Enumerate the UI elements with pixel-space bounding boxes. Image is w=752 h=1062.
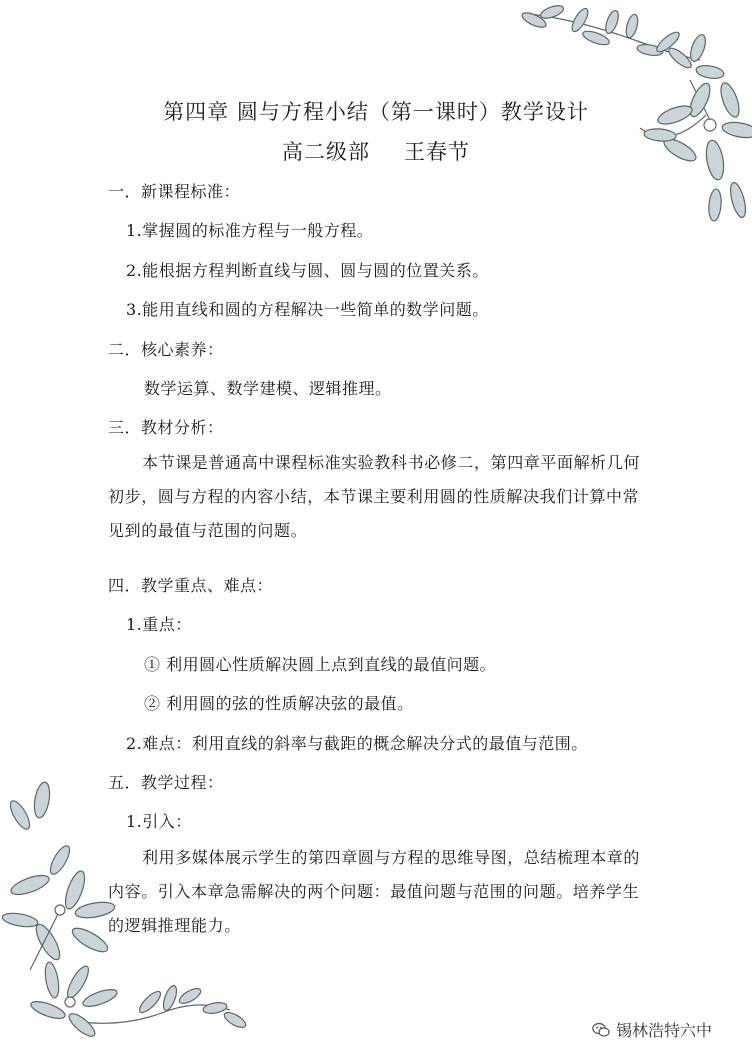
standard-item: 2.能根据方程判断直线与圆、圆与圆的位置关系。 <box>126 261 489 280</box>
section-heading-analysis: 三．教材分析： <box>108 418 224 437</box>
analysis-paragraph: 本节课是普通高中课程标准实验教科书必修二，第四章平面解析几何初步，圆与方程的内容小结，本节课主要利用圆的性质解决我们计算中常见到的最值与范围的问题。 <box>108 453 641 540</box>
document-title: 第四章 圆与方程小结（第一课时）教学设计 <box>163 100 589 124</box>
watermark-text: 锡林浩特六中 <box>616 1021 713 1040</box>
wechat-icon <box>592 1022 610 1038</box>
key-point-item: ① 利用圆心性质解决圆上点到直线的最值问题。 <box>144 655 497 674</box>
intro-label: 1.引入： <box>126 812 192 831</box>
section-heading-literacy: 二．核心素养： <box>108 340 224 359</box>
watermark <box>592 1018 712 1041</box>
section-heading-standards: 一．新课程标准： <box>108 182 241 201</box>
author-line <box>0 136 752 166</box>
intro-paragraph: 利用多媒体展示学生的第四章圆与方程的思维导图，总结梳理本章的内容。引入本章急需解决的两个问题：最值问题与范围的问题。培养学生的逻辑推理能力。 <box>108 848 641 935</box>
key-points-label: 1.重点： <box>126 615 192 634</box>
difficult-point: 2.难点：利用直线的斜率与截距的概念解决分式的最值与范围。 <box>126 734 588 753</box>
author-name: 王春节 <box>404 140 470 164</box>
standard-item: 1.掌握圆的标准方程与一般方程。 <box>126 221 374 240</box>
standard-item: 3.能用直线和圆的方程解决一些简单的数学问题。 <box>126 300 489 319</box>
section-heading-process: 五．教学过程： <box>108 773 224 792</box>
literacy-text: 数学运算、数学建模、逻辑推理。 <box>144 379 392 398</box>
key-point-item: ② 利用圆的弦的性质解决弦的最值。 <box>144 694 414 713</box>
department: 高二级部 <box>282 140 370 164</box>
section-heading-key-points: 四．教学重点、难点： <box>108 576 274 595</box>
